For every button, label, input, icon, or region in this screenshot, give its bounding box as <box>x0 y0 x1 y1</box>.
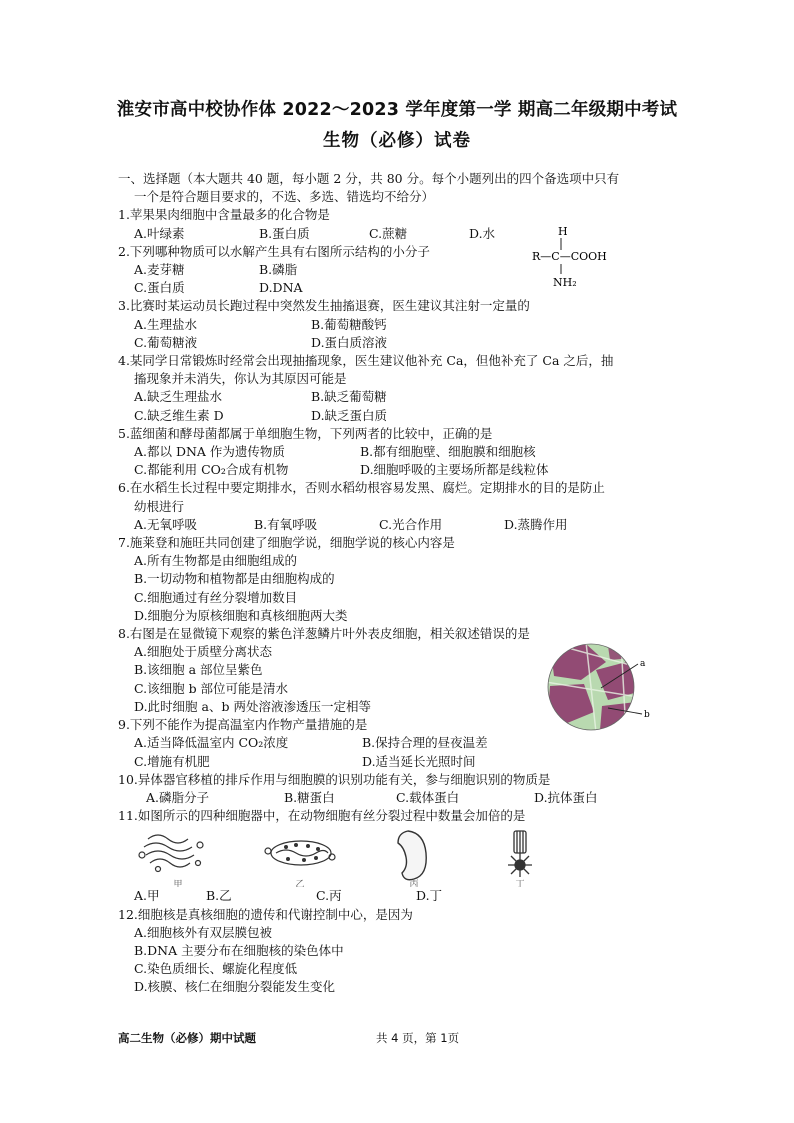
option-a: A.细胞处于质壁分离状态 <box>134 644 273 660</box>
exam-subtitle: 生物（必修）试卷 <box>323 131 471 151</box>
organelle-jia-icon <box>139 835 203 872</box>
option-a: A.所有生物都是由细胞组成的 <box>134 553 298 569</box>
question-5-options-row2 <box>118 461 698 479</box>
option-d: D.适当延长光照时间 <box>362 753 476 769</box>
organelle-drawings <box>118 825 698 887</box>
option-c: C.该细胞 b 部位可能是清水 <box>134 680 289 696</box>
option-a: A.都以 DNA 作为遗传物质 <box>134 444 285 460</box>
organelle-ding-icon <box>508 831 532 877</box>
section-heading: 一、选择题（本大题共 40 题，每小题 2 分，共 80 分。每个小题列出的四个备选项中只有 一个是符合题目要求的，不选、多选、错选均不给分） <box>118 171 620 205</box>
option-b: B.该细胞 a 部位呈紫色 <box>134 662 263 678</box>
option-b: B.一切动物和植物都是由细胞构成的 <box>134 571 335 587</box>
question-12: 12.细胞核是真核细胞的遗传和代谢控制中心，是因为 <box>118 906 413 922</box>
question-6-options <box>118 516 698 534</box>
question-3-options-row1 <box>118 316 698 334</box>
question-6: 6.在水稻生长过程中要定期排水，否则水稻幼根容易发黑、腐烂。定期排水的目的是防止 幼根进行 <box>118 480 605 514</box>
page-number: 共 4 页，第 1页 <box>376 1031 460 1045</box>
label-b: b <box>644 710 650 720</box>
option-b: B.糖蛋白 <box>284 789 335 805</box>
option-c: C.蛋白质 <box>134 280 185 296</box>
question-8: 8.右图是在显微镜下观察的紫色洋葱鳞片叶外表皮细胞，相关叙述错误的是 <box>118 626 530 642</box>
option-b: B.磷脂 <box>259 262 298 278</box>
option-d: D.细胞分为原核细胞和真核细胞两大类 <box>134 607 348 623</box>
amino-acid-structure <box>530 224 630 290</box>
plasmolysis-micrograph <box>546 642 656 732</box>
option-c: C.葡萄糖液 <box>134 334 198 350</box>
question-4: 4.某同学日常锻炼时经常会出现抽搐现象，医生建议他补充 Ca，但他补充了 Ca 之后，抽 搐现象并未消失，你认为其原因可能是 <box>118 353 614 387</box>
option-b: B.都有细胞壁、细胞膜和细胞核 <box>360 444 536 460</box>
option-d: D.细胞呼吸的主要场所都是线粒体 <box>360 462 549 478</box>
option-d: D.丁 <box>416 888 443 904</box>
option-a: A.甲 <box>134 888 160 904</box>
option-b: B.葡萄糖酸钙 <box>311 316 387 332</box>
question-5: 5.蓝细菌和酵母菌都属于单细胞生物，下列两者的比较中，正确的是 <box>118 425 493 441</box>
option-d: D.水 <box>469 225 496 241</box>
option-d: D.缺乏蛋白质 <box>311 407 388 423</box>
question-10-options <box>118 789 698 807</box>
amino-r-chain: R—C—COOH <box>532 250 607 263</box>
question-4-options-row1 <box>118 388 698 406</box>
option-c: C.光合作用 <box>379 516 443 532</box>
option-d: D.蛋白质溶液 <box>311 334 388 350</box>
option-c: C.丙 <box>316 888 342 904</box>
question-9-options-row2 <box>118 753 698 771</box>
option-c: C.细胞通过有丝分裂增加数目 <box>134 589 298 605</box>
question-3: 3.比赛时某运动员长跑过程中突然发生抽搐退赛，医生建议其注射一定量的 <box>118 298 530 314</box>
organelle-yi-icon <box>265 841 335 865</box>
footer-left: 高二生物（必修）期中试题 <box>118 1031 256 1045</box>
page-footer <box>118 1030 698 1050</box>
option-a: A.叶绿素 <box>134 225 185 241</box>
option-d: D.DNA <box>259 280 303 296</box>
label-ding: 丁 <box>515 880 525 888</box>
option-d: D.核膜、核仁在细胞分裂能发生变化 <box>134 979 336 995</box>
amino-h: H <box>558 225 568 238</box>
option-a: A.生理盐水 <box>134 316 198 332</box>
option-a: A.磷脂分子 <box>146 789 210 805</box>
question-list <box>118 170 698 997</box>
question-3-options-row2 <box>118 334 698 352</box>
question-4-options-row2 <box>118 407 698 425</box>
exam-title: 淮安市高中校协作体 2022～2023 学年度第一学 期高二年级期中考试 <box>116 100 678 120</box>
option-b: B.蛋白质 <box>259 225 310 241</box>
option-a: A.无氧呼吸 <box>134 516 198 532</box>
option-d: D.蒸腾作用 <box>504 516 568 532</box>
question-9-options-row1 <box>118 734 698 752</box>
question-1: 1.苹果果肉细胞中含量最多的化合物是 <box>118 207 330 223</box>
option-a: A.适当降低温室内 CO₂浓度 <box>134 735 289 751</box>
option-d: D.抗体蛋白 <box>534 789 598 805</box>
option-b: B.有氧呼吸 <box>254 516 318 532</box>
organelle-figure <box>118 825 698 887</box>
option-d: D.此时细胞 a、b 两处溶液渗透压一定相等 <box>134 698 371 714</box>
option-a: A.缺乏生理盐水 <box>134 389 223 405</box>
option-c: C.缺乏维生素 D <box>134 407 224 423</box>
option-c: C.蔗糖 <box>369 225 408 241</box>
option-a: A.细胞核外有双层膜包被 <box>134 924 273 940</box>
question-11-options <box>118 887 698 905</box>
option-c: C.都能利用 CO₂合成有机物 <box>134 462 289 478</box>
question-10: 10.异体器官移植的排斥作用与细胞膜的识别功能有关，参与细胞识别的物质是 <box>118 771 551 787</box>
option-c: C.增施有机肥 <box>134 753 210 769</box>
option-b: B.缺乏葡萄糖 <box>311 389 387 405</box>
question-7: 7.施莱登和施旺共同创建了细胞学说，细胞学说的核心内容是 <box>118 535 455 551</box>
option-c: C.染色质细长、螺旋化程度低 <box>134 961 298 977</box>
organelle-bing-icon <box>398 831 426 880</box>
question-5-options-row1 <box>118 443 698 461</box>
label-a: a <box>640 659 646 669</box>
label-jia: 甲 <box>173 880 183 888</box>
option-a: A.麦芽糖 <box>134 262 185 278</box>
option-b: B.乙 <box>206 888 232 904</box>
label-yi: 乙 <box>295 880 305 888</box>
option-c: C.载体蛋白 <box>396 789 460 805</box>
question-9: 9.下列不能作为提高温室内作物产量措施的是 <box>118 717 368 733</box>
label-bing: 丙 <box>409 880 419 888</box>
option-b: B.保持合理的昼夜温差 <box>362 735 488 751</box>
amino-nh2: NH₂ <box>553 276 577 289</box>
option-b: B.DNA 主要分布在细胞核的染色体中 <box>134 942 344 958</box>
question-11: 11.如图所示的四种细胞器中，在动物细胞有丝分裂过程中数量会加倍的是 <box>118 808 526 824</box>
question-2: 2.下列哪种物质可以水解产生具有右图所示结构的小分子 <box>118 243 430 259</box>
